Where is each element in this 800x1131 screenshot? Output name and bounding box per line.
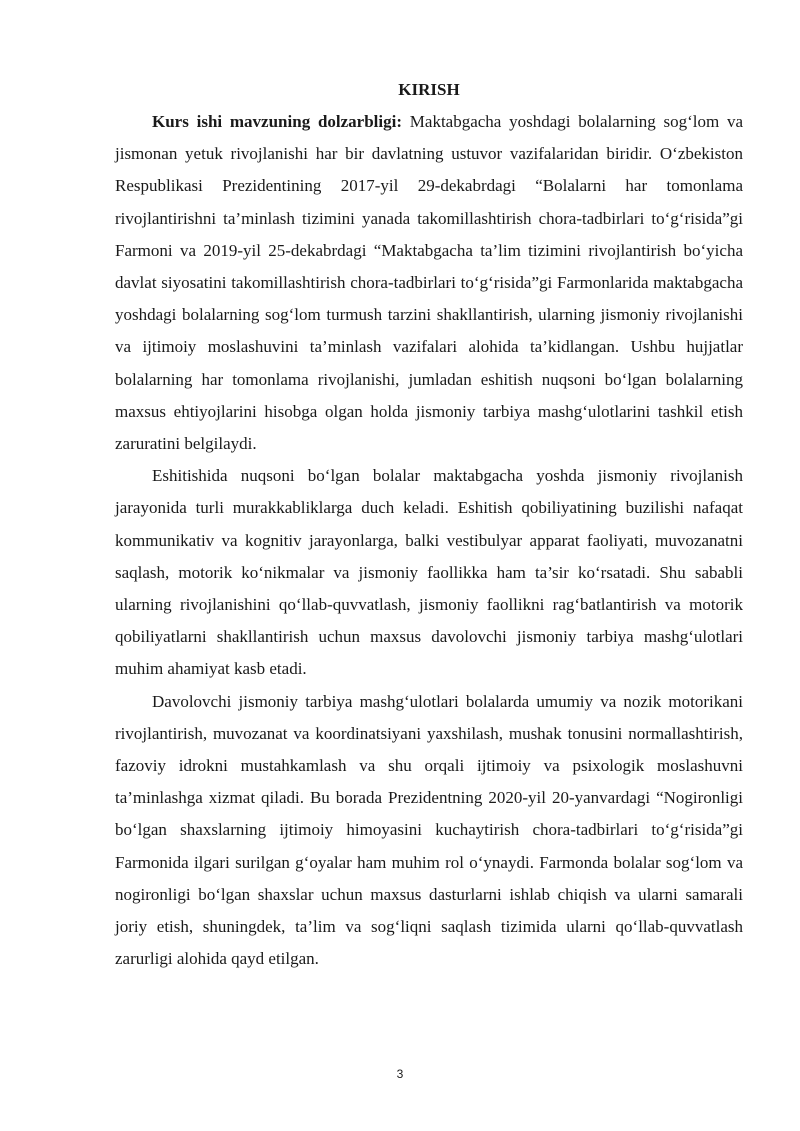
paragraph-relevance bbox=[115, 106, 743, 460]
paragraph-therapy: Davolovchi jismoniy tarbiya mashg‘ulotlari bolalarda umumiy va nozik motorikani rivojlantirish, muvozanat va koordinatsiyani yaxshilash, mushak tonusini normallashtirish, fazoviy idrokni mustahkamlash va shu orqali ijtimoiy va psixologik moslashuvni ta’minlashga xizmat qiladi. Bu borada Prezidentning 2020-yil 20-yanvardagi “Nogironligi bo‘lgan shaxslarning ijtimoiy himoyasini kuchaytirish chora-tadbirlari to‘g‘risida”gi Farmonida ilgari surilgan g‘oyalar ham muhim rol o‘ynaydi. Farmonda bolalar sog‘lom va nogironligi bo‘lgan shaxslar uchun maxsus dasturlarni ishlab chiqish va ularni samarali joriy etish, shuningdek, ta’lim va sog‘liqni saqlash tizimida ularni qo‘llab-quvvatlash zarurligi alohida qayd etilgan. bbox=[115, 691, 743, 969]
paragraph-hearing: Eshitishida nuqsoni bo‘lgan bolalar maktabgacha yoshda jismoniy rivojlanish jarayonida turli murakkabliklarga duch keladi. Eshitish qobiliyatining buzilishi nafaqat kommunikativ va kognitiv jarayonlarga, balki vestibulyar apparat faoliyati, muvozanatni saqlash, motorik ko‘nikmalar va jismoniy faollikka ham ta’sir ko‘rsatadi. Shu sababli ularning rivojlanishini qo‘llab-quvvatlash, jismoniy faollikni rag‘batlantirish va motorik qobiliyatlarni shakllantirish uchun maxsus davolovchi jismoniy tarbiya mashg‘ulotlari muhim ahamiyat kasb etadi. bbox=[115, 466, 743, 679]
document-page bbox=[115, 74, 743, 975]
paragraph-lead: Kurs ishi mavzuning dolzarbligi: bbox=[152, 112, 403, 131]
paragraph-text: Maktabgacha yoshdagi bolalarning sog‘lom va jismonan yetuk rivojlanishi har bir davlatning ustuvor vazifalaridan biridir. O‘zbekiston Respublikasi Prezidentining 2017-yil 29-dekabrdagi “Bolalarni har tomonlama rivojlantirishni ta’minlash tizimini yanada takomillashtirish chora-tadbirlari to‘g‘risida”gi Farmoni va 2019-yil 25-dekabrdagi “Maktabgacha ta’lim tizimini rivojlantirish bo‘yicha davlat siyosatini takomillashtirish chora-tadbirlari to‘g‘risida”gi Farmonlarida maktabgacha yoshdagi bolalarning sog‘lom turmush tarzini shakllantirish, ularning jismoniy rivojlanishi va ijtimoiy moslashuvini ta’minlash vazifalari alohida ta’kidlangan. Ushbu hujjatlar bolalarning har tomonlama rivojlanishi, jumladan eshitish nuqsoni bo‘lgan bolalarning maxsus ehtiyojlarini hisobga olgan holda jismoniy tarbiya mashg‘ulotlarini tashkil etish zaruratini belgilaydi. bbox=[115, 112, 744, 454]
page-number: 3 bbox=[396, 1067, 404, 1081]
section-heading: KIRISH bbox=[398, 80, 460, 99]
